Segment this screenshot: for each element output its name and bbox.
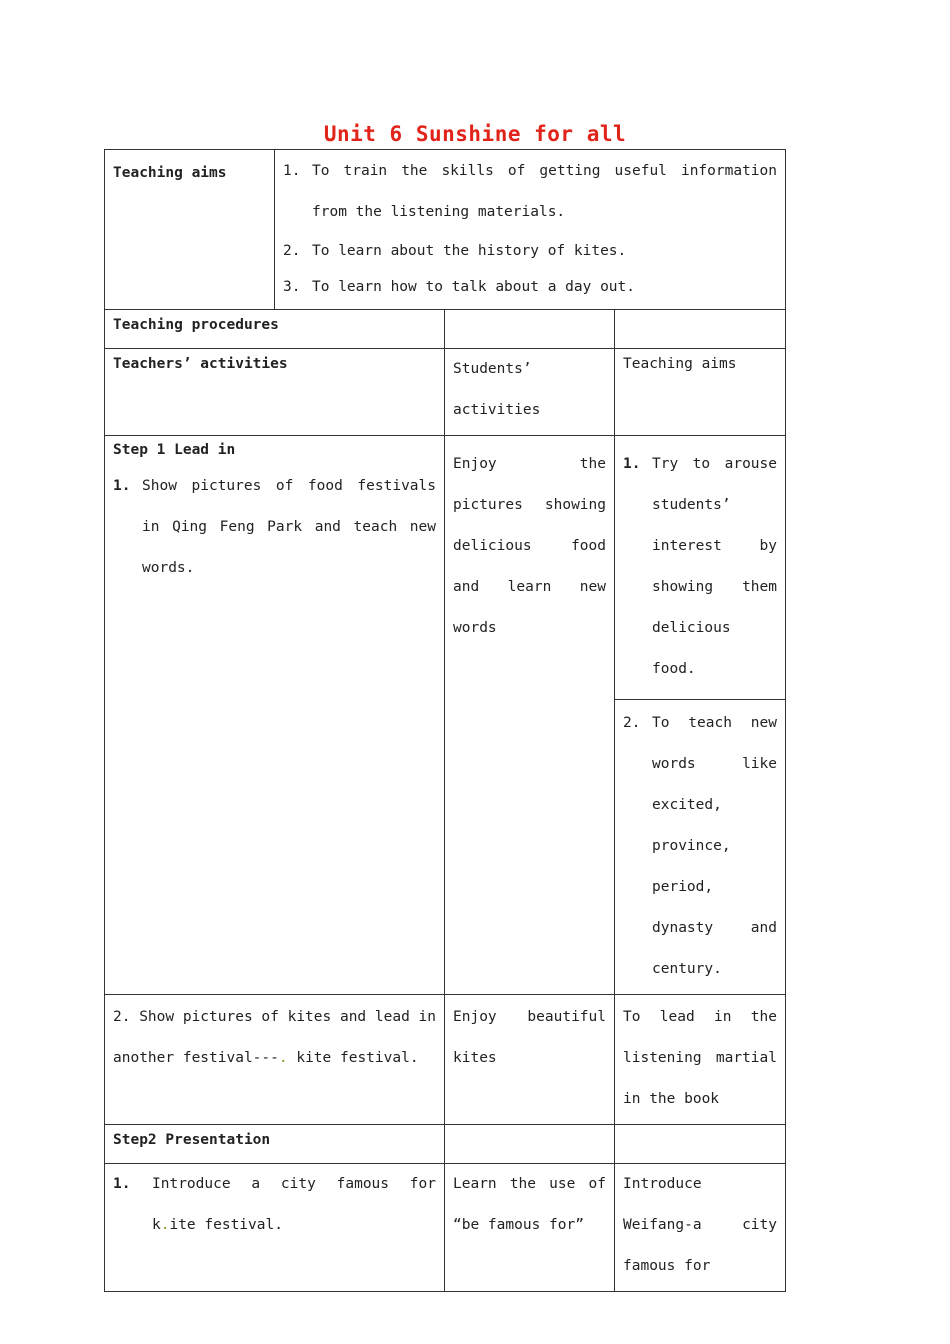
header-row [105, 349, 786, 436]
step2-activity-cell [105, 1164, 445, 1292]
activity-dot: . [278, 1050, 288, 1066]
empty-cell [445, 1125, 615, 1164]
aim-item-text: To train the skills of getting useful information from the listening materials. [312, 163, 777, 220]
step2-students-cell [445, 1164, 615, 1292]
empty-cell [445, 310, 615, 349]
aims-list-cell [275, 150, 786, 310]
step1-row-c [105, 995, 786, 1125]
step1-activity2-cell [105, 995, 445, 1125]
aim-item-number: 3. [283, 279, 301, 295]
activity-text-part: Introduce a city famous for k [152, 1176, 436, 1233]
step1-students2-cell [445, 995, 615, 1125]
aims-label: Teaching aims [113, 165, 227, 181]
step2-aim-cell [615, 1164, 786, 1292]
procedures-row [105, 310, 786, 349]
step2-students-text: Learn the use of “be famous for” [453, 1176, 606, 1233]
step1-aim-1 [623, 444, 777, 690]
step2-heading-row [105, 1125, 786, 1164]
aims-row [105, 150, 786, 310]
step2-row [105, 1164, 786, 1292]
step1-students-cell [445, 436, 615, 995]
step1-row-a [105, 436, 786, 700]
aim-text: To teach new words like excited, province, period, dynasty and century. [652, 715, 777, 977]
aims-label-cell [105, 150, 275, 310]
header-aims-cell [615, 349, 786, 436]
activity-number: 1. [113, 1176, 131, 1192]
procedures-label: Teaching procedures [113, 317, 279, 333]
aim-text: To lead in the listening martial in the book [623, 1009, 777, 1107]
activity-text: 2. Show pictures of kites and lead in another festival--- [113, 1009, 437, 1066]
step2-activity-1 [113, 1164, 436, 1246]
activity-text-part: ite festival. [169, 1217, 283, 1233]
step1-aim-2 [623, 703, 777, 990]
step1-activity-1 [113, 466, 436, 589]
procedures-label-cell [105, 310, 445, 349]
step1-aim2-cell [615, 700, 786, 995]
step1-activity-2 [113, 997, 436, 1079]
aim-item-3 [283, 269, 777, 305]
aim-text: Try to arouse students’ interest by showing them delicious food. [652, 456, 777, 677]
aim-number: 2. [623, 715, 641, 731]
step1-aim3-cell [615, 995, 786, 1125]
step1-activities-cell [105, 436, 445, 995]
header-students-cell [445, 349, 615, 436]
aim-item-number: 2. [283, 243, 301, 259]
aim-item-number: 1. [283, 163, 301, 179]
step2-aim-text: Introduce Weifang-a city famous for [623, 1176, 777, 1274]
aim-item-1 [283, 151, 777, 233]
aim-number: 1. [623, 456, 641, 472]
header-teachers: Teachers’ activities [113, 356, 288, 372]
step2-heading: Step2 Presentation [113, 1132, 271, 1148]
activity-text: kite festival. [287, 1050, 419, 1066]
step2-heading-cell [105, 1125, 445, 1164]
activity-dot: . [160, 1217, 170, 1233]
header-teachers-cell [105, 349, 445, 436]
lesson-plan-table [104, 149, 786, 1292]
aim-item-text: To learn how to talk about a day out. [312, 279, 636, 295]
page-title: Unit 6 Sunshine for all [323, 122, 627, 146]
aims-list [283, 151, 777, 305]
header-aims: Teaching aims [623, 356, 737, 372]
step1-aim1-cell [615, 436, 786, 700]
empty-cell [615, 1125, 786, 1164]
aim-item-text: To learn about the history of kites. [312, 243, 627, 259]
step1-heading: Step 1 Lead in [113, 442, 236, 458]
activity-number: 1. [113, 478, 131, 494]
activity-text: Show pictures of food festivals in Qing Feng Park and teach new words. [142, 478, 436, 576]
empty-cell [615, 310, 786, 349]
step1-students-text: Enjoy the pictures showing delicious food and learn new words [453, 456, 606, 636]
step1-students-text: Enjoy beautiful kites [453, 1009, 606, 1066]
header-students: Students’ activities [453, 361, 541, 418]
activity-text [152, 1164, 436, 1246]
aim-item-2 [283, 233, 777, 269]
